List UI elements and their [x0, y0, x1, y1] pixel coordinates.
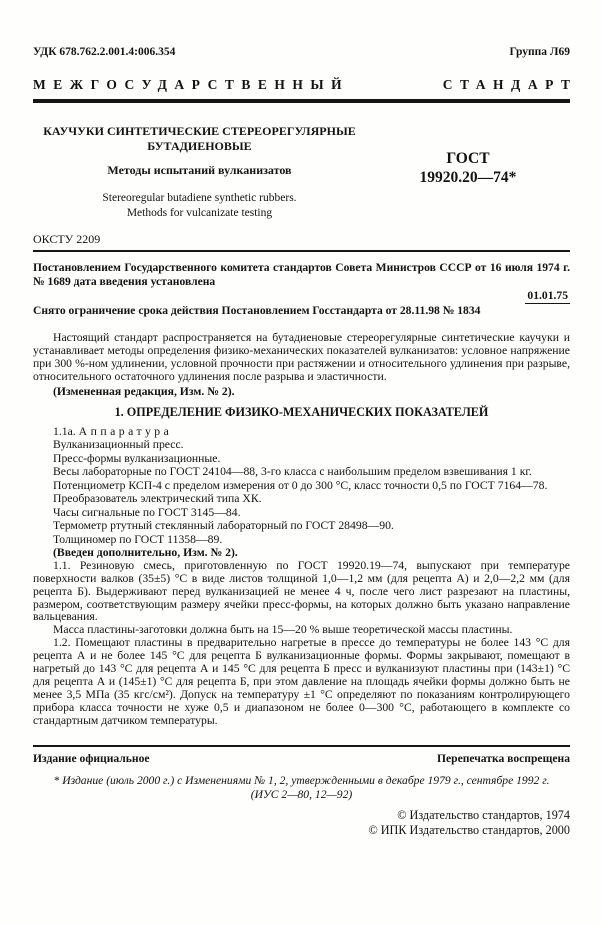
apparatus-item: Вулканизационный пресс. — [53, 438, 184, 452]
section-1-heading: 1. ОПРЕДЕЛЕНИЕ ФИЗИКО-МЕХАНИЧЕСКИХ ПОКАЗАТЕЛЕЙ — [114, 404, 489, 419]
horizontal-rule-okstu — [33, 250, 570, 252]
decree-limitation-text: Снято ограничение срока действия Постановлением Госстандарта от 28.11.98 № 1834 — [33, 304, 481, 318]
document-title-en-line1: Stereoregular butadiene synthetic rubbers. — [102, 192, 297, 204]
apparatus-item: Потенциометр КСП-4 с пределом измерения от 0 до 300 °С, класс точности 0,5 по ГОСТ 7164—78. — [53, 478, 548, 492]
apparatus-item: Весы лабораторные по ГОСТ 24104—88, 3-го класса с наибольшим пределом взвешивания 1 кг. — [53, 465, 532, 479]
okstu-code: ОКСТУ 2209 — [33, 231, 101, 246]
document-title-ru — [33, 124, 366, 154]
document-title-en — [33, 191, 366, 221]
title-block — [33, 124, 570, 221]
decree-text: Постановлением Государственного комитета стандартов Совета Министров СССР от 16 июля 1974 г. № 1689 дата введения установлена — [33, 260, 570, 288]
standard-kind-heading — [33, 77, 578, 93]
horizontal-rule-footer — [33, 745, 570, 747]
apparatus-item: Часы сигнальные по ГОСТ 3145—84. — [53, 505, 241, 519]
copyright-block — [33, 808, 570, 840]
effective-date: 01.01.75 — [527, 289, 568, 303]
standard-kind-word1: МЕЖГОСУДАРСТВЕННЫЙ — [33, 77, 350, 92]
introduced-note: (Введен дополнительно, Изм. № 2). — [53, 546, 238, 560]
group-label: Группа Л69 — [509, 46, 570, 58]
edition-footnote-line1: * Издание (июль 2000 г.) с Изменениями № 1, 2, утвержденными в декабре 1979 г., сентябре 1992 г. — [53, 773, 550, 787]
standard-designation-number: 19920.20—74* — [419, 169, 517, 187]
clause-1-1a-number: 1.1а. — [53, 424, 76, 438]
paragraph-mass: Масса пластины-заготовки должна быть на 15—20 % выше теоретической массы пластины. — [53, 623, 513, 637]
document-title-ru-line1: КАУЧУКИ СИНТЕТИЧЕСКИЕ СТЕРЕОРЕГУЛЯРНЫЕ — [43, 124, 356, 138]
document-title-ru-line2: БУТАДИЕНОВЫЕ — [147, 139, 252, 153]
standard-designation-label: ГОСТ — [446, 150, 490, 167]
apparatus-item: Пресс-формы вулканизационные. — [53, 451, 221, 465]
copyright-2000: © ИПК Издательство стандартов, 2000 — [368, 823, 570, 838]
scope-paragraph: Настоящий стандарт распространяется на бутадиеновые стереорегулярные синтетические каучуки и устанавливает методы определения физико-механических показателей вулканизатов: условное напряжение при 300 %-ном удлинении, условной прочности при растяжении и относительного удлинения при разрыве, относительного остаточного удлинения после разрыва и эластичности. — [33, 331, 570, 383]
edition-footnote — [33, 774, 570, 803]
standard-kind-word2: СТАНДАРТ — [442, 77, 578, 92]
clause-1-1a-title: Аппаратура — [78, 424, 173, 438]
copyright-1974: © Издательство стандартов, 1974 — [397, 807, 570, 822]
document-subtitle-ru: Методы испытаний вулканизатов — [107, 163, 292, 177]
udk-number: УДК 678.762.2.001.4:006.354 — [33, 46, 176, 58]
official-edition-label: Издание официальное — [33, 751, 150, 765]
standard-designation — [366, 124, 570, 221]
apparatus-item: Термометр ртутный стеклянный лабораторный по ГОСТ 28498—90. — [53, 519, 394, 533]
reprint-prohibited-label: Перепечатка воспрещена — [436, 751, 570, 765]
document-title-en-line2: Methods for vulcanizate testing — [126, 206, 273, 219]
amendment-note: (Измененная редакция, Изм. № 2). — [53, 384, 235, 398]
horizontal-rule-thick — [33, 99, 570, 103]
title-left-column — [33, 124, 366, 221]
footer-status-row — [33, 752, 570, 765]
apparatus-item: Преобразователь электрический типа ХК. — [53, 492, 262, 506]
clause-1-1a — [33, 425, 570, 439]
header-meta-row — [33, 46, 570, 58]
paragraph-1-2: 1.2. Помещают пластины в предварительно нагретые в прессе до температуры не более 143 °С для рецепта А и не более 145 °С для рецепта Б вулканизационные формы. Формы закрывают, помещают в нагретый до 143 °С для рецепта А и 145 °С для рецепта Б пресс и вулканизуют пластины при (143±1) °С для рецепта А и (145±1) °С для рецепта Б, при этом давление на площадь ячейки формы должно быть не менее 3,5 МПа (35 кгс/см²). Допуск на температуру ±1 °С определяют по показаниям контролирующего прибора класса точности не хуже 0,5 и диапазоном не более 0—300 °С, работающего в комплекте со стандартным датчиком температуры. — [33, 636, 570, 727]
effective-date-line — [33, 289, 570, 304]
apparatus-item: Толщиномер по ГОСТ 11358—89. — [53, 532, 223, 546]
paragraph-1-1: 1.1. Резиновую смесь, приготовленную по ГОСТ 19920.19—74, выпускают при температуре поверхности валков (35±5) °С в виде листов толщиной 1,0—1,2 мм (для рецепта А) и 2,0—2,2 мм (для рецепта Б). Выдерживают перед вулканизацией не менее 4 ч, после чего лист разрезают на пластины, размером, соответствующим размеру ячейки пресс-формы, на которых должно быть указано направление вальцевания. — [33, 558, 570, 624]
edition-footnote-line2: (ИУС 2—80, 12—92) — [250, 788, 353, 802]
